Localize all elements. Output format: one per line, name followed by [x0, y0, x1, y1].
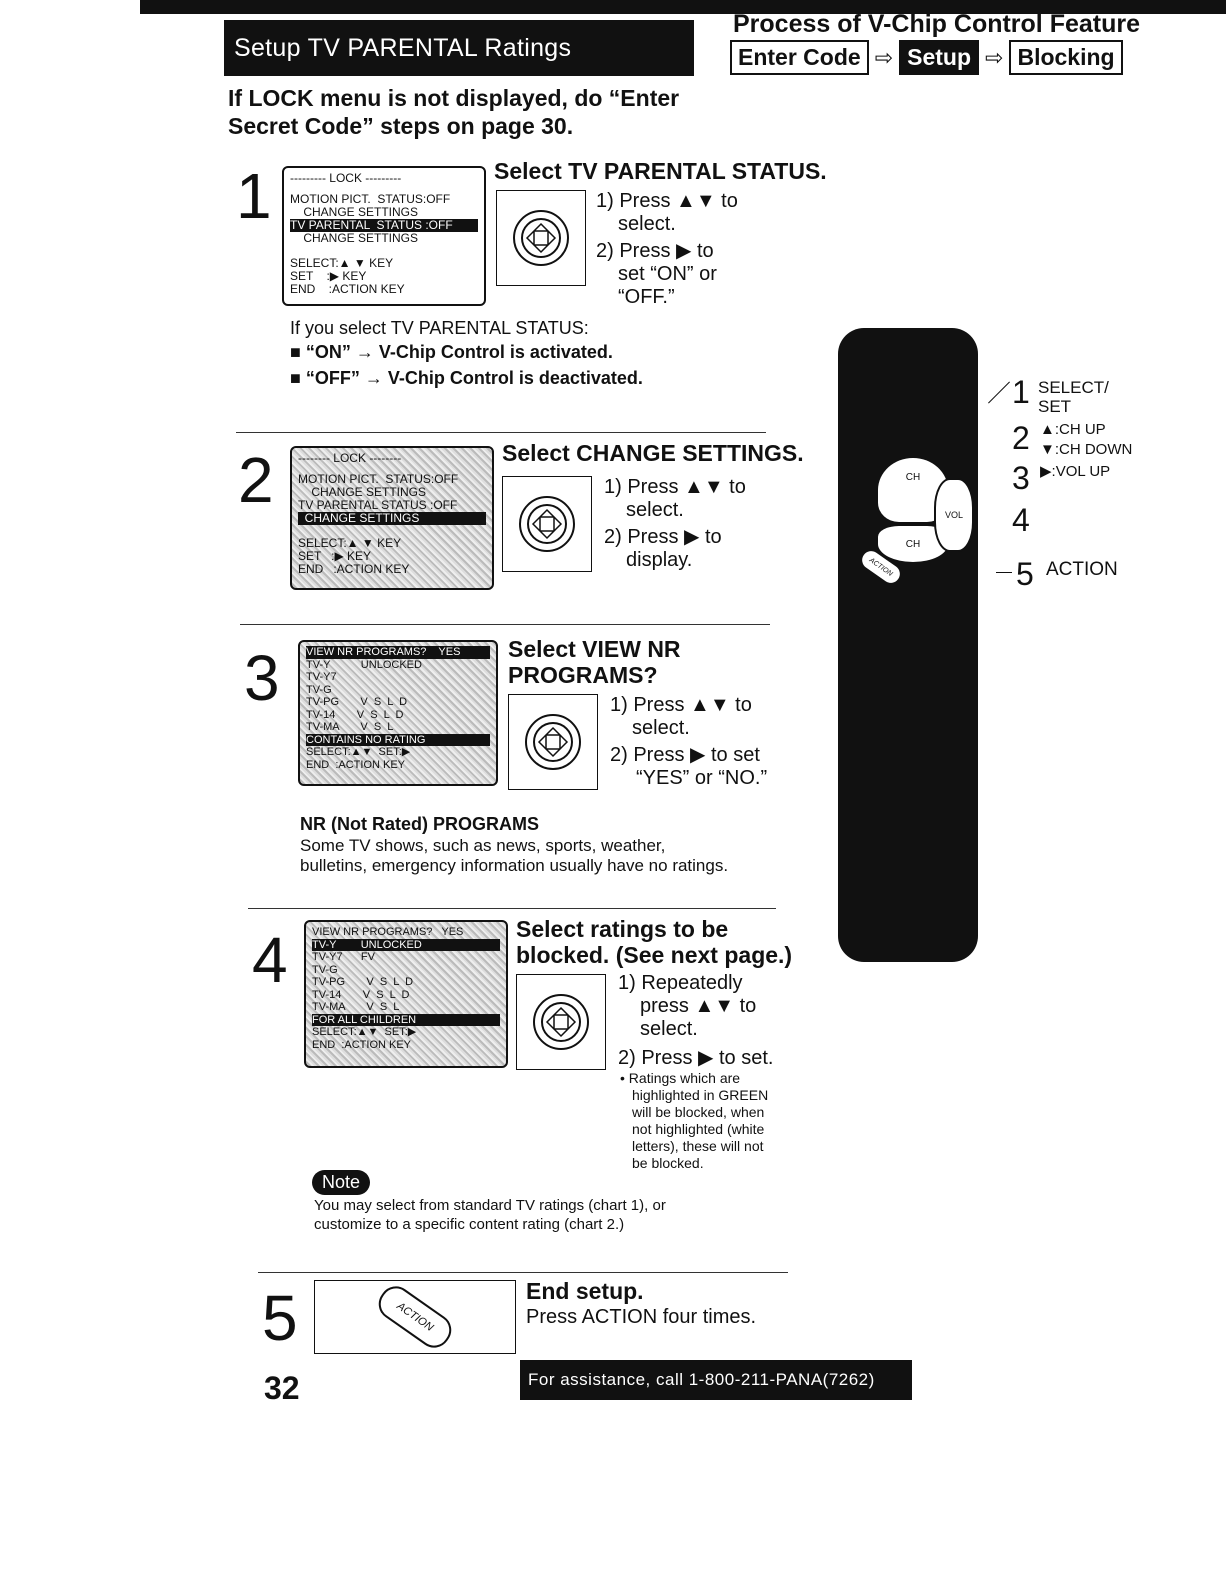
dpad-button-icon: [502, 476, 592, 572]
screen-line: SELECT:▲ ▼ KEY: [298, 536, 402, 550]
process-flow: [730, 40, 1123, 75]
screen-line: TV-14 V S L D: [312, 988, 410, 1001]
bullet-text: “OFF” → V-Chip Control is deactivated.: [305, 368, 643, 388]
screen-line-highlighted: TV PARENTAL STATUS :OFF: [290, 219, 478, 232]
heading-line: Select ratings to be: [516, 916, 729, 942]
screen-line: SELECT:▲ ▼ KEY: [290, 256, 394, 270]
instruction-line: display.: [626, 549, 693, 571]
tv-screen-ratings-menu: [298, 640, 498, 786]
screen-line: END :ACTION KEY: [290, 282, 405, 296]
action-button-icon: ACTION: [859, 548, 904, 587]
tv-screen-ratings-menu: [304, 920, 508, 1068]
note-line: will be blocked, when: [632, 1104, 765, 1120]
instruction-line: 2) Press ▶ to set: [610, 744, 760, 766]
callout-label: [1038, 378, 1109, 416]
callout-label: ▼:CH DOWN: [1040, 441, 1133, 458]
screen-line: TV-MA V S L: [306, 721, 394, 733]
screen-line: MOTION PICT. STATUS:OFF: [298, 472, 459, 486]
status-bullet-off: ■ “OFF” → V-Chip Control is deactivated.: [290, 368, 643, 388]
vol-up-button-icon: VOL: [934, 478, 974, 552]
screen-line: TV-14 V S L D: [306, 708, 404, 721]
callout-label: ▲:CH UP: [1040, 421, 1106, 438]
screen-line: -------- LOCK --------: [298, 451, 402, 465]
instruction-line: press ▲▼ to: [640, 995, 757, 1017]
text-line: Some TV shows, such as news, sports, weather,: [300, 836, 666, 855]
flow-arrow-icon: ⇨: [874, 44, 894, 70]
screen-line: TV-Y7 FV: [312, 951, 375, 963]
step-number: 2: [238, 444, 274, 516]
instruction-line: 2) Press ▶ to: [596, 240, 714, 262]
screen-line: TV-PG V S L D: [312, 976, 414, 988]
dpad-button-icon: [496, 190, 586, 286]
screen-line: SET :▶ KEY: [298, 549, 372, 563]
remote-control-illustration: [838, 328, 978, 962]
screen-line: TV-Y7: [306, 671, 337, 683]
dpad-button-icon: [508, 694, 598, 790]
callout-label: ▶:VOL UP: [1040, 463, 1111, 480]
heading-line: Select VIEW NR: [508, 636, 681, 662]
screen-line: CHANGE SETTINGS: [290, 205, 419, 219]
divider: [236, 432, 766, 433]
step-heading: Select CHANGE SETTINGS.: [502, 440, 804, 466]
screen-line: SELECT:▲▼ SET:▶: [306, 746, 411, 758]
callout-line: [988, 382, 1010, 404]
instruction-line: select.: [618, 213, 676, 235]
heading-line: PROGRAMS?: [508, 662, 658, 688]
divider: [240, 624, 770, 625]
step-instructions: Press ACTION four times.: [526, 1306, 757, 1328]
dpad-button-icon: [516, 974, 606, 1070]
label-line: SET: [1038, 397, 1072, 416]
instruction-line: 1) Repeatedly: [618, 972, 743, 994]
step-heading: [508, 636, 681, 688]
instruction-line: 1) Press ▲▼ to: [604, 476, 746, 498]
ch-up-button-icon: CH: [878, 458, 948, 522]
note-line: • Ratings which are: [620, 1070, 741, 1086]
flow-blocking: Blocking: [1009, 40, 1122, 75]
status-bullet-on: ■ “ON” → V-Chip Control is activated.: [290, 342, 613, 362]
screen-line-highlighted: CHANGE SETTINGS: [298, 512, 486, 525]
ch-down-button-icon: CH: [878, 526, 948, 562]
instruction-line: 2) Press ▶ to set.: [618, 1047, 774, 1069]
instruction-line: 2) Press ▶ to: [604, 526, 722, 548]
callout-number: 2: [1012, 420, 1030, 456]
divider: [258, 1272, 788, 1273]
screen-line-highlighted: VIEW NR PROGRAMS? YES: [306, 646, 490, 659]
note-line: highlighted in GREEN: [632, 1087, 769, 1103]
tv-screen-lock-menu: [282, 166, 486, 306]
callout-number: 5: [1016, 556, 1034, 592]
screen-line: MOTION PICT. STATUS:OFF: [290, 192, 451, 206]
step-heading: End setup.: [526, 1278, 644, 1304]
page-title: Setup TV PARENTAL Ratings: [224, 20, 694, 76]
status-note-intro: If you select TV PARENTAL STATUS:: [290, 318, 589, 338]
screen-line: TV-G: [306, 683, 332, 696]
note-line: letters), these will not: [632, 1138, 764, 1154]
action-button-illustration: [314, 1280, 516, 1354]
assistance-banner: For assistance, call 1-800-211-PANA(7262): [520, 1360, 912, 1400]
text-line: You may select from standard TV ratings (chart 1), or: [314, 1197, 666, 1214]
screen-line: TV-G: [312, 963, 338, 976]
screen-line: SET :▶ KEY: [290, 269, 367, 283]
step-instructions: [610, 694, 767, 790]
flow-arrow-icon: ⇨: [985, 44, 1004, 70]
divider: [248, 908, 776, 909]
screen-line: TV-MA V S L: [312, 1001, 400, 1013]
instruction-line: 1) Press ▲▼ to: [596, 190, 738, 212]
screen-line-highlighted: CONTAINS NO RATING: [306, 734, 490, 747]
nr-programs-title: NR (Not Rated) PROGRAMS: [300, 814, 539, 834]
screen-line: --------- LOCK ---------: [290, 171, 402, 185]
screen-line-highlighted: TV-Y UNLOCKED: [312, 939, 500, 952]
instruction-line: select.: [632, 717, 690, 739]
screen-line: END :ACTION KEY: [298, 562, 410, 576]
text-line: customize to a specific content rating (chart 2.): [314, 1216, 625, 1233]
screen-line-highlighted: FOR ALL CHILDREN: [312, 1014, 500, 1027]
instruction-line: select.: [640, 1018, 698, 1040]
tv-screen-lock-menu: [290, 446, 494, 590]
step-number: 3: [244, 642, 280, 714]
instruction-line: 1) Press ▲▼ to: [610, 694, 752, 716]
screen-line: TV-Y UNLOCKED: [306, 658, 422, 671]
note-line: not highlighted (white: [632, 1121, 765, 1137]
flow-setup: Setup: [899, 40, 979, 75]
intro-text: If LOCK menu is not displayed, do “Enter Secret Code” steps on page 30.: [228, 85, 680, 139]
heading-line: blocked. (See next page.): [516, 942, 793, 968]
step-instructions: [596, 190, 738, 309]
step-heading: [516, 916, 792, 968]
instruction-line: “YES” or “NO.”: [636, 767, 768, 789]
note-badge: Note: [312, 1170, 370, 1195]
step-instructions: [604, 476, 746, 572]
step-number: 4: [252, 924, 288, 996]
callout-number: 3: [1012, 460, 1030, 496]
process-title: Process of V-Chip Control Feature: [733, 10, 1141, 38]
step-number: 1: [236, 160, 272, 232]
note-line: be blocked.: [632, 1155, 704, 1171]
bullet-text: “ON” → V-Chip Control is activated.: [305, 342, 613, 362]
instruction-line: “OFF.”: [618, 286, 675, 308]
screen-line: END :ACTION KEY: [306, 758, 406, 771]
screen-line: TV-PG V S L D: [306, 696, 408, 708]
instruction-line: select.: [626, 499, 684, 521]
nr-programs-text: [300, 836, 728, 876]
instruction-line: set “ON” or: [618, 263, 717, 285]
note-text: [314, 1196, 666, 1234]
step-number: 5: [262, 1282, 298, 1354]
callout-number: 1: [1012, 374, 1030, 410]
screen-line: SELECT:▲▼ SET:▶: [312, 1026, 417, 1038]
callout-label: ACTION: [1046, 559, 1118, 580]
screen-line: VIEW NR PROGRAMS? YES: [312, 926, 464, 938]
green-highlight-note: [620, 1070, 768, 1172]
screen-line: TV PARENTAL STATUS :OFF: [298, 498, 458, 512]
label-line: SELECT/: [1038, 378, 1109, 397]
callout-line: [996, 572, 1012, 573]
flow-enter-code: Enter Code: [730, 40, 869, 75]
text-line: bulletins, emergency information usually have no ratings.: [300, 856, 729, 875]
action-button-icon: ACTION: [372, 1280, 457, 1354]
page-number: 32: [264, 1370, 300, 1406]
callout-number: 4: [1012, 502, 1030, 538]
screen-line: CHANGE SETTINGS: [290, 231, 419, 245]
step-heading: Select TV PARENTAL STATUS.: [494, 158, 827, 184]
screen-line: END :ACTION KEY: [312, 1038, 412, 1051]
screen-line: CHANGE SETTINGS: [298, 485, 427, 499]
step-instructions: [618, 972, 773, 1070]
